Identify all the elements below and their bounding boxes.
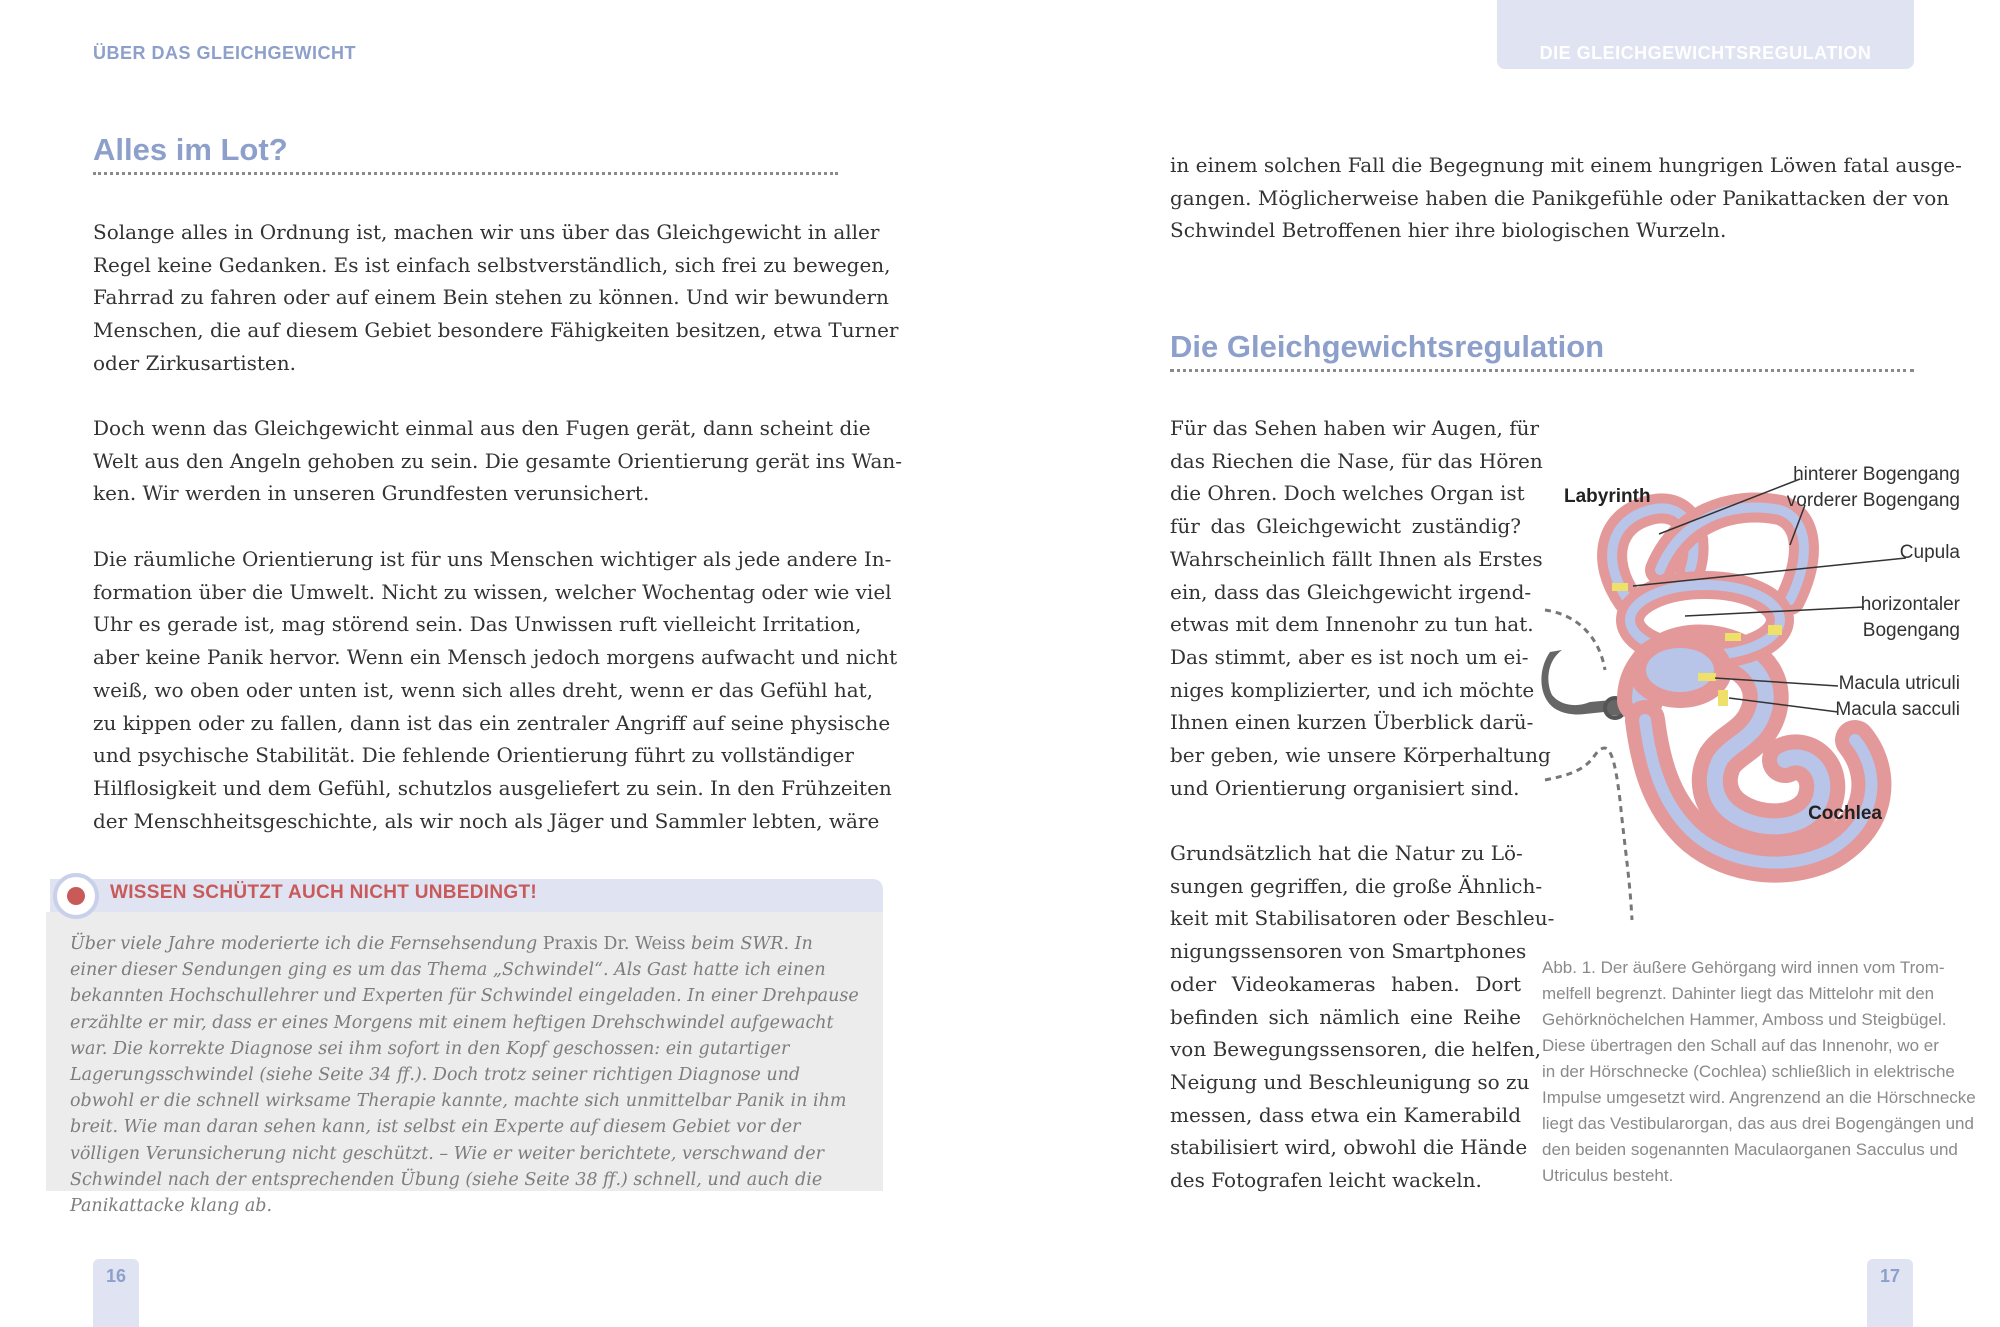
continuation-paragraph xyxy=(1170,149,1962,247)
page-number-left-tab xyxy=(93,1259,139,1327)
text-line: und Orientierung organisiert sind. xyxy=(1170,775,1520,800)
info-box-text-part: Über viele Jahre moderierte ich die Fernsehsendung xyxy=(70,934,543,954)
caption-line: Diese übertragen den Schall auf das Innenohr, wo er xyxy=(1542,1036,1939,1055)
text-line: Das stimmt, aber es ist noch um ei- xyxy=(1170,644,1529,669)
text-line: aber keine Panik hervor. Wenn ein Mensch jedoch morgens aufwacht und nicht xyxy=(93,645,898,670)
text-line: Uhr es gerade ist, mag störend sein. Das Unwissen ruft vielleicht Irritation, xyxy=(93,612,862,637)
text-line: Ihnen einen kurzen Überblick darü- xyxy=(1170,710,1534,735)
heading-dotted-rule xyxy=(93,172,838,175)
caption-line: Impulse umgesetzt wird. Angrenzend an die Hörschnecke xyxy=(1542,1088,1976,1107)
text-line: Doch wenn das Gleichgewicht einmal aus den Fugen gerät, dann scheint die xyxy=(93,416,871,440)
caption-line: Abb. 1. Der äußere Gehörgang wird innen vom Trom- xyxy=(1542,958,1945,977)
label-posterior-canal: hinterer Bogengang xyxy=(1793,464,1960,485)
caption-line: Utriculus besteht. xyxy=(1542,1166,1674,1185)
label-anterior-canal: vorderer Bogengang xyxy=(1786,490,1960,511)
text-line: Welt aus den Angeln gehoben zu sein. Die gesamte Orientierung gerät ins Wan- xyxy=(93,448,903,473)
text-line: Die räumliche Orientierung ist für uns Menschen wichtiger als jede andere In- xyxy=(93,547,892,571)
text-line: Regel keine Gedanken. Es ist einfach selbstverständlich, sich frei zu bewegen, xyxy=(93,252,891,277)
text-line: befinden sich nämlich eine Reihe xyxy=(1170,1004,1521,1029)
figure-caption xyxy=(1542,955,1976,1189)
paragraph-2 xyxy=(93,412,903,510)
text-line: der Menschheitsgeschichte, als wir noch als Jäger und Sammler lebten, wäre xyxy=(93,808,880,833)
info-box-bullet-icon xyxy=(53,873,99,919)
label-horizontal-1: horizontaler xyxy=(1860,594,1960,615)
label-cupula: Cupula xyxy=(1899,542,1960,563)
cupula-marker xyxy=(1612,583,1628,591)
paragraph-natur xyxy=(1170,837,1555,1197)
text-line: oder Videokameras haben. Dort xyxy=(1170,971,1521,996)
text-line: gangen. Möglicherweise haben die Panikgefühle oder Panikattacken der von xyxy=(1170,185,1950,210)
ossicles-icon xyxy=(1541,650,1624,716)
text-line: ken. Wir werden in unseren Grundfesten verunsichert. xyxy=(93,481,650,506)
text-line: Schwindel Betroffenen hier ihre biologischen Wurzeln. xyxy=(1170,218,1727,243)
text-line: des Fotografen leicht wackeln. xyxy=(1170,1168,1482,1193)
label-horizontal-2: Bogengang xyxy=(1862,620,1960,641)
info-box-show-name: Praxis Dr. Weiss xyxy=(542,934,686,954)
cupula-marker xyxy=(1768,625,1782,635)
text-line: in einem solchen Fall die Begegnung mit einem hungrigen Löwen fatal ausge- xyxy=(1170,153,1962,177)
text-line: stabilisiert wird, obwohl die Hände xyxy=(1170,1135,1528,1160)
text-line: nigungssensoren von Smartphones xyxy=(1170,939,1527,964)
text-line: oder Zirkusartisten. xyxy=(93,350,297,375)
label-cochlea: Cochlea xyxy=(1808,803,1882,824)
text-line: zu kippen oder zu fallen, dann ist das ein zentraler Angriff auf seine physische xyxy=(93,710,891,735)
text-line: ein, dass das Gleichgewicht irgend- xyxy=(1170,579,1532,604)
text-line: von Bewegungssensoren, die helfen, xyxy=(1170,1037,1541,1062)
caption-line: in der Hörschnecke (Cochlea) schließlich in elektrische xyxy=(1542,1062,1955,1081)
page-number-left: 16 xyxy=(105,1266,127,1286)
text-line: niges komplizierter, und ich möchte xyxy=(1170,677,1535,702)
section-heading-gleichgewichtsregulation: Die Gleichgewichtsregulation xyxy=(1170,329,1605,364)
section-heading-alles-im-lot: Alles im Lot? xyxy=(93,132,288,167)
text-line: ber geben, wie unsere Körperhaltung xyxy=(1170,743,1551,768)
page-number-right-tab xyxy=(1867,1259,1913,1327)
text-line: sungen gegriffen, die große Ähnlich- xyxy=(1170,873,1543,898)
cupula-marker xyxy=(1725,633,1741,641)
caption-line: den beiden sogenannten Maculaorganen Sacculus und xyxy=(1542,1140,1958,1159)
label-labyrinth: Labyrinth xyxy=(1564,486,1651,507)
text-line: und psychische Stabilität. Die fehlende Orientierung führt zu vollständiger xyxy=(93,743,854,768)
caption-line: melfell begrenzt. Dahinter liegt das Mittelohr mit den xyxy=(1542,984,1935,1003)
right-running-head-tab xyxy=(1497,0,1914,69)
heading-dotted-rule xyxy=(1170,369,1914,372)
vestibule-inner xyxy=(1646,648,1714,692)
info-box-title: WISSEN SCHÜTZT AUCH NICHT UNBEDINGT! xyxy=(110,882,538,903)
ear-canal-outline xyxy=(1545,610,1605,670)
macula-utriculi-marker xyxy=(1698,673,1716,681)
page-number-right: 17 xyxy=(1879,1266,1901,1286)
text-line: Wahrscheinlich fällt Ihnen als Erstes xyxy=(1170,546,1543,571)
label-macula-utriculi: Macula utriculi xyxy=(1838,673,1960,694)
paragraph-1 xyxy=(93,216,899,380)
text-line: Für das Sehen haben wir Augen, für xyxy=(1170,416,1540,440)
text-line: weiß, wo oben oder unten ist, wenn sich alles dreht, wenn er das Gefühl hat, xyxy=(93,677,874,702)
inner-ear-illustration xyxy=(1530,440,2000,940)
caption-line: liegt das Vestibularorgan, das aus drei Bogengängen und xyxy=(1542,1114,1974,1133)
text-line: etwas mit dem Innenohr zu tun hat. xyxy=(1170,612,1534,637)
text-line: die Ohren. Doch welches Organ ist xyxy=(1170,481,1525,506)
text-line: das Riechen die Nase, für das Hören xyxy=(1170,448,1543,473)
text-line: Fahrrad zu fahren oder auf einem Bein stehen zu können. Und wir bewundern xyxy=(93,285,889,310)
text-line: Hilflosigkeit und dem Gefühl, schutzlos ausgeliefert zu sein. In den Frühzeiten xyxy=(93,775,892,800)
macula-sacculi-marker xyxy=(1718,690,1728,706)
text-line: formation über die Umwelt. Nicht zu wissen, welcher Wochentag oder wie viel xyxy=(93,579,892,604)
right-running-head: DIE GLEICHGEWICHTSREGULATION xyxy=(1539,43,1872,63)
text-line: messen, dass etwa ein Kamerabild xyxy=(1170,1102,1521,1127)
text-line: für das Gleichgewicht zuständig? xyxy=(1170,514,1521,539)
caption-line: Gehörknöchelchen Hammer, Amboss und Steigbügel. xyxy=(1542,1010,1947,1029)
text-line: keit mit Stabilisatoren oder Beschleu- xyxy=(1170,906,1555,931)
paragraph-3 xyxy=(93,543,898,837)
ear-canal-outline xyxy=(1545,748,1632,920)
text-line: Grundsätzlich hat die Natur zu Lö- xyxy=(1170,841,1523,865)
left-running-head: ÜBER DAS GLEICHGEWICHT xyxy=(93,43,356,63)
paragraph-sehen xyxy=(1170,412,1551,804)
text-line: Solange alles in Ordnung ist, machen wir uns über das Gleichgewicht in aller xyxy=(93,220,880,244)
label-macula-sacculi: Macula sacculi xyxy=(1835,699,1960,720)
text-line: Neigung und Beschleunigung so zu xyxy=(1170,1069,1530,1094)
info-box-text-part: beim SWR. In einer dieser Sendungen ging es um das Thema „Schwindel“. Als Gast hatte ich einen bekannten Hochschullehrer und Experten für Schwindel eingeladen. In einer Drehpause erzählte er mir, dass er eines Morgens mit einem heftigen Drehschwindel aufgewacht war. Die korrekte Diagnose sei ihm sofort in den Kopf geschossen: ein gutartiger Lagerungsschwindel (siehe Seite 34 ff.). Doch trotz seiner richtigen Diagnose und obwohl er die schnell wirksame Therapie kannte, machte sich unmittelbar Panik in ihm breit. Wie man daran sehen kann, ist selbst ein Experte auf diesem Gebiet vor der völligen Verunsicherung nicht geschützt. – Wie er weiter berichtete, verschwand der Schwindel nach der entsprechenden Übung (siehe Seite 38 ff.) schnell, und auch die Panikattacke klang ab. xyxy=(70,934,859,1217)
text-line: Menschen, die auf diesem Gebiet besondere Fähigkeiten besitzen, etwa Turner xyxy=(93,318,899,343)
info-box-text xyxy=(70,931,860,1219)
